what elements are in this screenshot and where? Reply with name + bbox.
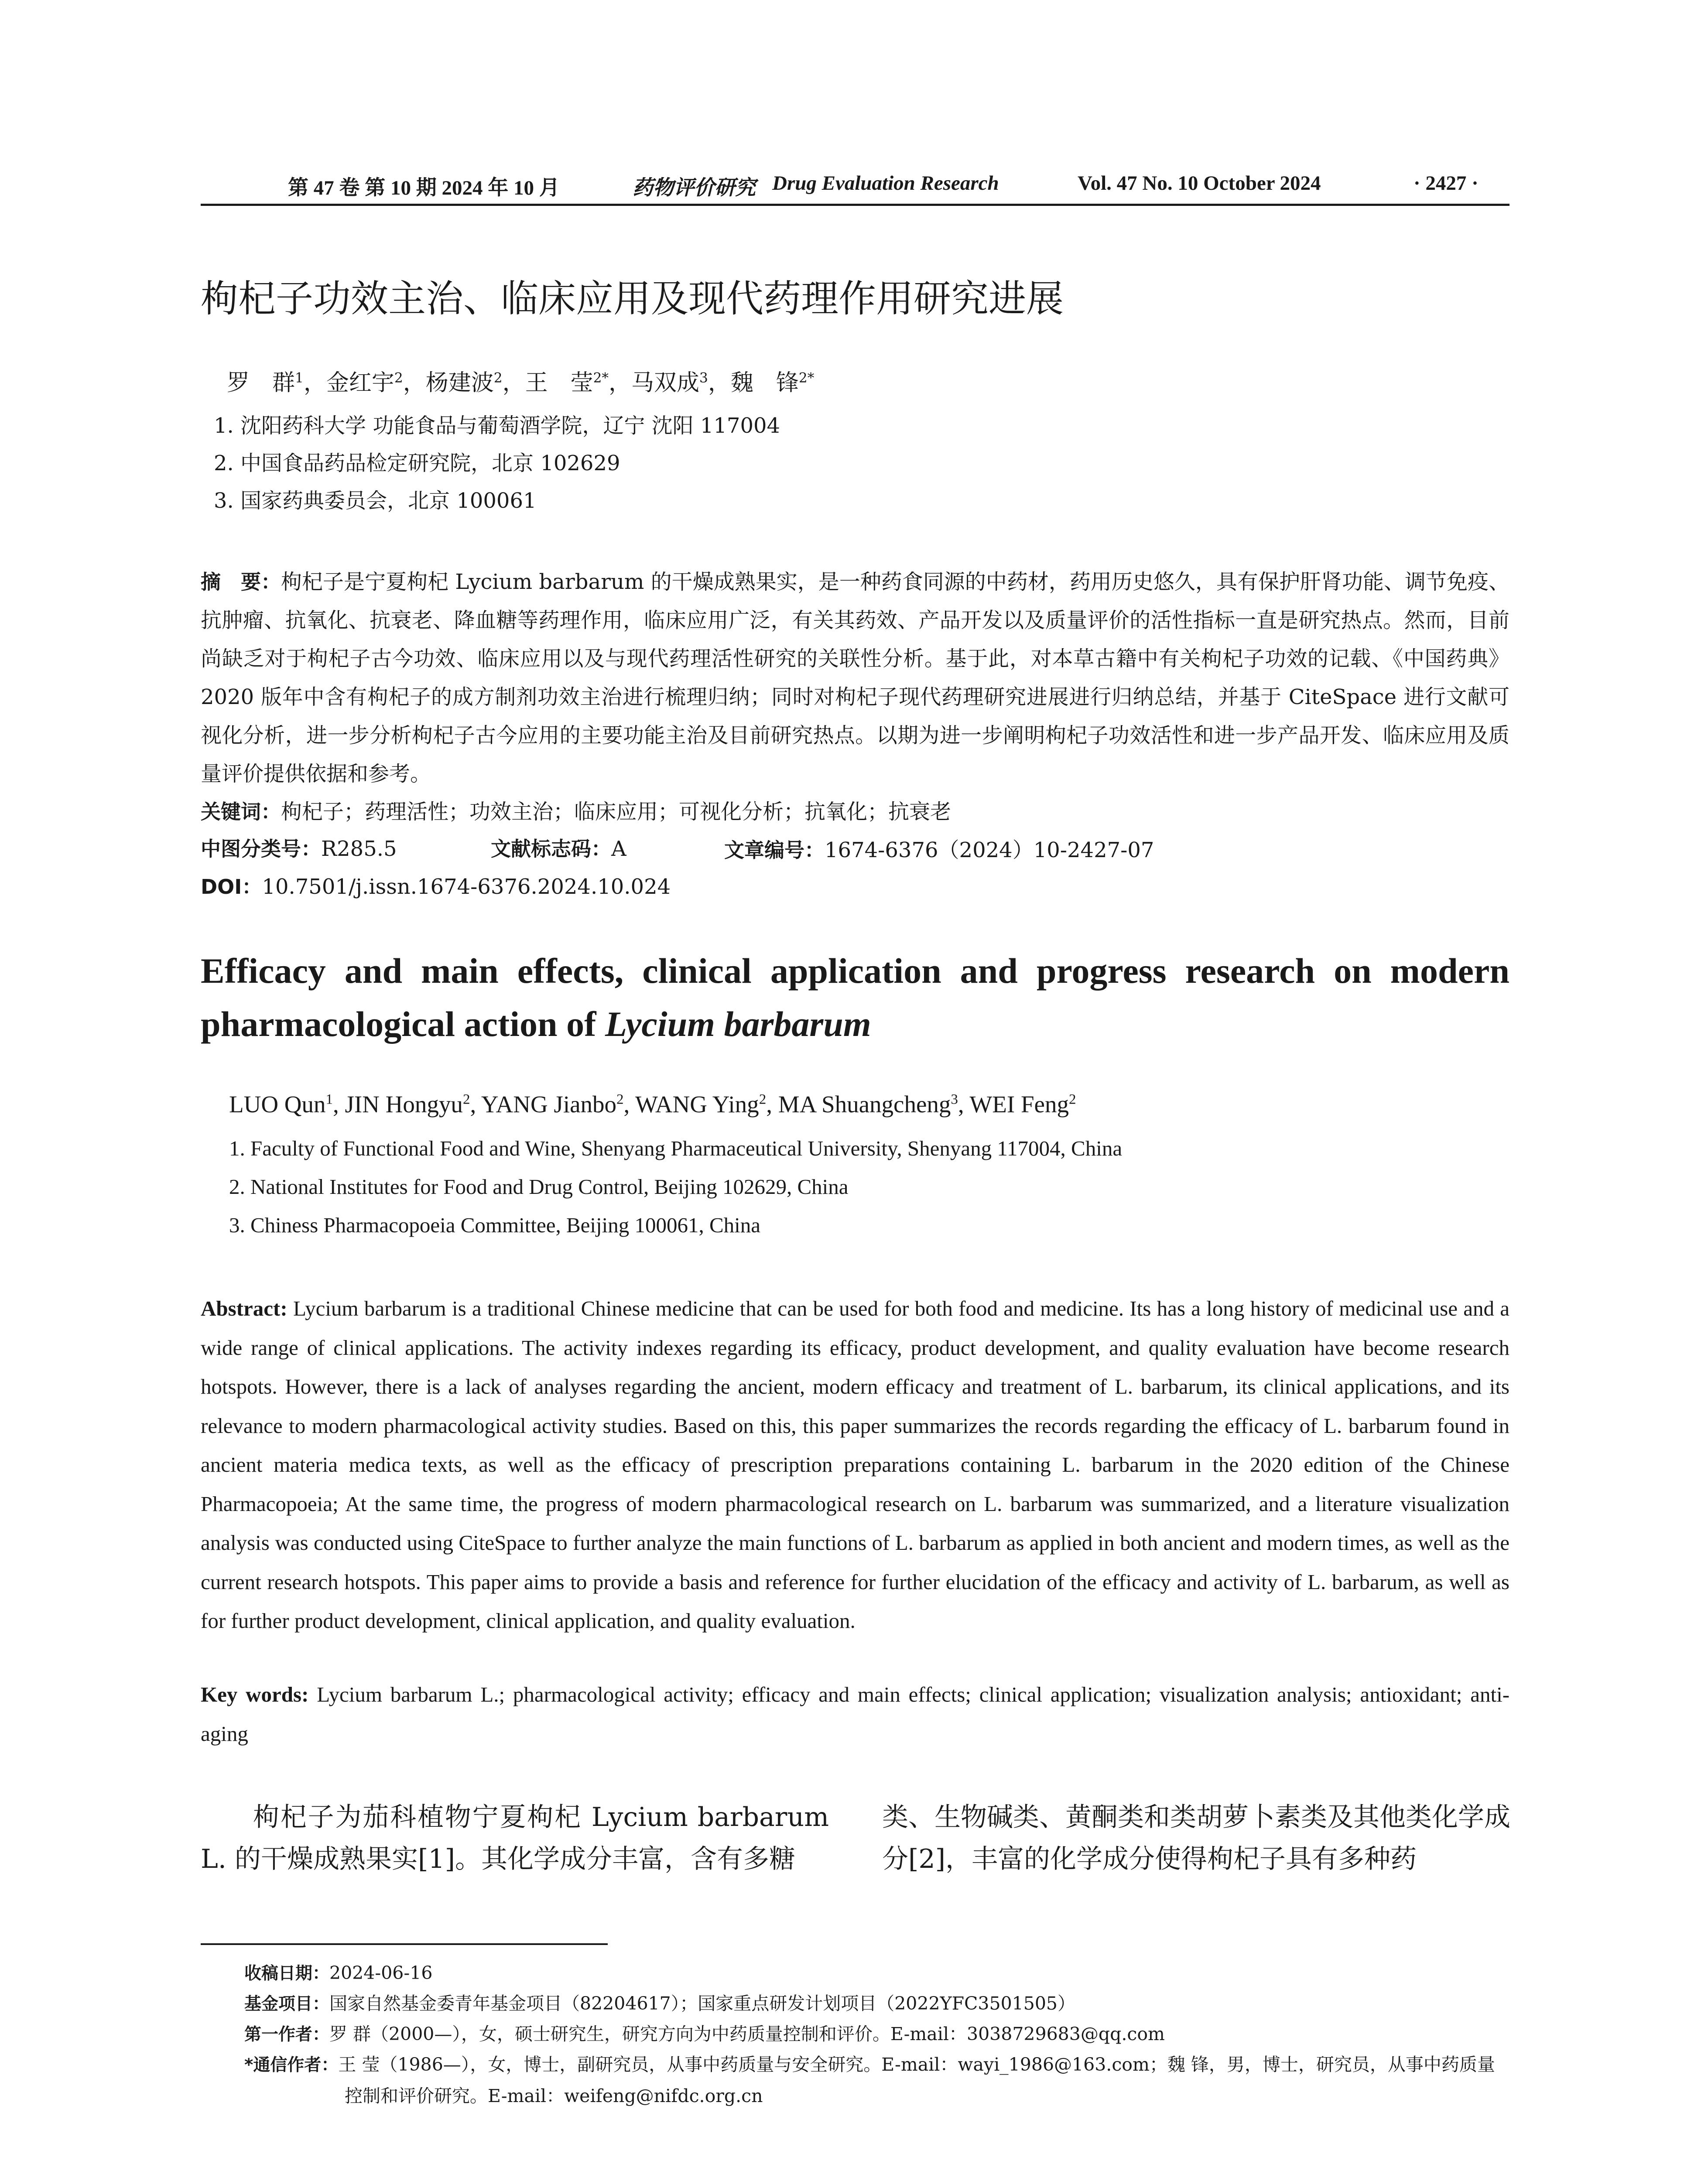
journal-logo-cn: 药物评价研究 (633, 177, 756, 199)
chinese-keywords (201, 795, 951, 825)
chinese-affiliation-2: 2. 中国食品药品检定研究院，北京 102629 (214, 451, 620, 475)
running-header (201, 168, 1509, 198)
chinese-abstract-label: 摘 要： (201, 570, 281, 594)
footnote-fund (244, 1988, 1509, 2020)
chinese-keywords-label: 关键词： (201, 800, 281, 824)
body-column-left: 枸杞子为茄科植物宁夏枸杞 Lycium barbarum L. 的干燥成熟果实[1]。其化学成分丰富，含有多糖 (201, 1802, 829, 1874)
english-affiliation-3: 3. Chiness Pharmacopoeia Committee, Beijing 100061, China (229, 1213, 761, 1237)
article-number-value: 1674-6376（2024）10-2427-07 (825, 838, 1154, 862)
english-keywords (201, 1675, 1509, 1753)
header-journal-en: Drug Evaluation Research (772, 172, 999, 195)
clc-number (201, 833, 397, 862)
document-code-value: A (611, 837, 626, 861)
footnote-fund-value: 国家自然基金委青年基金项目（82204617）；国家重点研发计划项目（2022YFC3501505） (329, 1993, 1076, 2014)
footnote-corresponding-value: 王 莹（1986—），女，博士，副研究员，从事中药质量与安全研究。E-mail：wayi_1986@163.com；魏 锋，男，博士，研究员，从事中药质量控制和评价研究。E-mail：weifeng@nifdc.org.cn (338, 2054, 1495, 2106)
chinese-affiliation-1: 1. 沈阳药科大学 功能食品与葡萄酒学院，辽宁 沈阳 117004 (214, 414, 780, 438)
english-affiliation-2: 2. National Institutes for Food and Drug Control, Beijing 102629, China (229, 1175, 849, 1199)
chinese-abstract (201, 563, 1509, 793)
chinese-keywords-text: 枸杞子；药理活性；功效主治；临床应用；可视化分析；抗氧化；抗衰老 (281, 800, 952, 824)
footnote-fund-label: 基金项目： (244, 1994, 330, 2014)
footnote-received-value: 2024-06-16 (329, 1962, 433, 1983)
footnote-first-author-value: 罗 群（2000—），女，硕士研究生，研究方向为中药质量控制和评价。E-mail：3038729683@qq.com (329, 2024, 1165, 2044)
article-number (724, 833, 1154, 863)
chinese-affiliation-3: 3. 国家药典委员会，北京 100061 (214, 489, 537, 513)
english-title (201, 944, 1509, 1051)
chinese-authors: 罗 群$^1$，金红宇$^2$，杨建波$^2$，王 莹$^{2*}$，马双成$^3$，魏 锋$^{2*}$ (227, 370, 815, 396)
english-title-species: Lycium barbarum (605, 1004, 871, 1044)
english-abstract (201, 1289, 1509, 1641)
english-abstract-text: Lycium barbarum is a traditional Chinese medicine that can be used for both food and medicine. Its has a long history of medicinal use and a wide range of clinical applications. The activity indexes regarding its efficacy, product development, and quality evaluation have become research hotspots. However, there is a lack of analyses regarding the ancient, modern efficacy and treatment of L. barbarum, its clinical applications, and its relevance to modern pharmacological activity studies. Based on this, this paper summarizes the records regarding the efficacy of L. barbarum found in ancient materia medica texts, as well as the efficacy of prescription preparations containing L. barbarum in the 2020 edition of the Chinese Pharmacopoeia; At the same time, the progress of modern pharmacological research on L. barbarum was summarized, and a literature visualization analysis was conducted using CiteSpace to further analyze the main functions of L. barbarum as applied in both ancient and modern times, as well as the current research hotspots. This paper aims to provide a basis and reference for further elucidation of the efficacy and activity of L. barbarum, as well as for further product development, clinical application, and quality evaluation. (201, 1296, 1509, 1633)
english-affiliation-1: 1. Faculty of Functional Food and Wine, Shenyang Pharmaceutical University, Shenyang 117004, China (229, 1136, 1123, 1160)
footnote-rule (201, 1943, 608, 1945)
header-page-number: · 2427 · (1414, 172, 1479, 195)
footnote-first-author (244, 2019, 1509, 2050)
footnote-received (244, 1958, 1509, 1989)
document-code (491, 833, 626, 862)
chinese-title: 枸杞子功效主治、临床应用及现代药理作用研究进展 (201, 277, 1064, 321)
header-issue-en: Vol. 47 No. 10 October 2024 (1078, 172, 1321, 195)
article-number-label: 文章编号： (724, 838, 825, 862)
english-title-main: Efficacy and main effects, clinical application and progress research on modern pharmacological action of (201, 951, 1509, 1044)
footnote-corresponding (244, 2049, 1509, 2111)
english-abstract-label: Abstract: (201, 1296, 288, 1320)
header-rule (201, 204, 1509, 206)
header-issue-cn: 第 47 卷 第 10 期 2024 年 10 月 (288, 177, 560, 199)
doi-value: 10.7501/j.issn.1674-6376.2024.10.024 (262, 875, 671, 899)
body-column-right: 类、生物碱类、黄酮类和类胡萝卜素类及其他类化学成分[2]，丰富的化学成分使得枸杞子具有多种药 (882, 1802, 1510, 1874)
footnote-corresponding-label: *通信作者： (244, 2055, 339, 2075)
footnote-first-author-label: 第一作者： (244, 2025, 330, 2044)
clc-value: R285.5 (321, 837, 397, 861)
doi-label: DOI： (201, 875, 262, 899)
english-keywords-text: Lycium barbarum L.; pharmacological activity; efficacy and main effects; clinical application; visualization analysis; antioxidant; anti-aging (201, 1682, 1510, 1746)
doi (201, 871, 671, 900)
english-authors: LUO Qun$^1$, JIN Hongyu$^2$, YANG Jianbo$^2$, WANG Ying$^2$, MA Shuangcheng$^3$, WEI Feng$^2$ (229, 1091, 1076, 1118)
document-code-label: 文献标志码： (491, 837, 611, 861)
clc-label: 中图分类号： (201, 837, 321, 861)
footnote-received-label: 收稿日期： (244, 1964, 330, 1983)
english-keywords-label: Key words: (201, 1682, 309, 1706)
chinese-abstract-text: 枸杞子是宁夏枸杞 Lycium barbarum 的干燥成熟果实，是一种药食同源的中药材，药用历史悠久，具有保护肝肾功能、调节免疫、抗肿瘤、抗氧化、抗衰老、降血糖等药理作用，临床应用广泛，有关其药效、产品开发以及质量评价的活性指标一直是研究热点。然而，目前尚缺乏对于枸杞子古今功效、临床应用以及与现代药理活性研究的关联性分析。基于此，对本草古籍中有关枸杞子功效的记载、《中国药典》2020 版年中含有枸杞子的成方制剂功效主治进行梳理归纳；同时对枸杞子现代药理研究进展进行归纳总结，并基于 CiteSpace 进行文献可视化分析，进一步分析枸杞子古今应用的主要功能主治及目前研究热点。以期为进一步阐明枸杞子功效活性和进一步产品开发、临床应用及质量评价提供依据和参考。 (201, 570, 1509, 786)
